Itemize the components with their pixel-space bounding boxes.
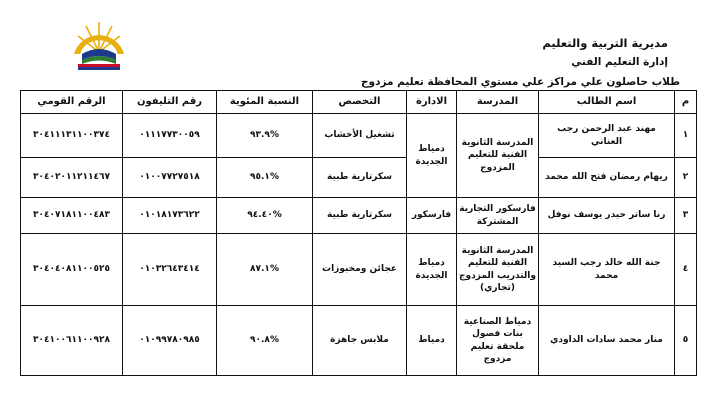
header-pct: النسبة المئوية: [217, 91, 313, 114]
ministry-logo-icon: [68, 14, 130, 76]
cell-name: منار محمد سادات الداودي: [539, 306, 675, 376]
cell-pct: %٩٤.٤٠: [217, 198, 313, 234]
header-m: م: [675, 91, 697, 114]
header-phone: رقم التليفون: [123, 91, 217, 114]
cell-name: ريهام رمضان فتح الله محمد: [539, 158, 675, 198]
cell-nid: ٣٠٤١١١٣١١٠٠٣٧٤: [21, 114, 123, 158]
cell-admin: فارسكور: [407, 198, 457, 234]
cell-pct: %٩٣.٩: [217, 114, 313, 158]
cell-name: رنا ساتر حيدر يوسف نوفل: [539, 198, 675, 234]
cell-spec: تشغيل الأخشاب: [313, 114, 407, 158]
header-nid: الرقم القومي: [21, 91, 123, 114]
cell-spec: ملابس جاهزة: [313, 306, 407, 376]
table-row: [21, 114, 697, 158]
cell-name: مهند عبد الرحمن رجب العناني: [539, 114, 675, 158]
table-row: [21, 234, 697, 306]
cell-spec: عجائن ومخبوزات: [313, 234, 407, 306]
header-admin: الادارة: [407, 91, 457, 114]
table-row: [21, 158, 697, 198]
cell-m: ٣: [675, 198, 697, 234]
directorate-title: مديرية التربية والتعليم: [542, 36, 668, 50]
cell-spec: سكرتارية طبية: [313, 198, 407, 234]
cell-phone: ٠١٠٩٩٧٨٠٩٨٥: [123, 306, 217, 376]
cell-nid: ٣٠٤٠٤٠٨١١٠٠٥٢٥: [21, 234, 123, 306]
cell-admin: دمياط الجديدة: [407, 114, 457, 198]
cell-spec: سكرتارية طبية: [313, 158, 407, 198]
cell-school: المدرسة الثانوية الفنية للتعليم المزدوج: [457, 114, 539, 198]
cell-nid: ٣٠٤١٠٠٦١١٠٠٩٢٨: [21, 306, 123, 376]
cell-m: ١: [675, 114, 697, 158]
cell-pct: %٩٥.١: [217, 158, 313, 198]
cell-phone: ٠١٠٣٢٦٤٣٤١٤: [123, 234, 217, 306]
cell-school: فارسكور التجارية المشتركة: [457, 198, 539, 234]
header-spec: التخصص: [313, 91, 407, 114]
header-school: المدرسة: [457, 91, 539, 114]
students-table: [20, 90, 697, 376]
cell-nid: ٣٠٤٠٢٠١١٢١١٤٦٧: [21, 158, 123, 198]
cell-phone: ٠١١١٧٧٣٠٠٥٩: [123, 114, 217, 158]
department-title: إدارة التعليم الفني: [571, 56, 668, 68]
cell-m: ٢: [675, 158, 697, 198]
cell-school: المدرسة الثانوية الفنية للتعليم والتدريب المزدوج (تجاري): [457, 234, 539, 306]
cell-school: دمياط الصناعية بنات فصول ملحقة تعليم مزدوج: [457, 306, 539, 376]
cell-nid: ٣٠٤٠٧١٨١١٠٠٤٨٣: [21, 198, 123, 234]
cell-m: ٥: [675, 306, 697, 376]
cell-phone: ٠١٠١٨١٧٣٦٢٢: [123, 198, 217, 234]
cell-admin: دمياط الجديدة: [407, 234, 457, 306]
table-row: [21, 306, 697, 376]
table-header-row: [21, 91, 697, 114]
cell-admin: دمياط: [407, 306, 457, 376]
cell-phone: ٠١٠٠٧٧٢٧٥١٨: [123, 158, 217, 198]
cell-name: جنة الله خالد رجب السيد محمد: [539, 234, 675, 306]
header-name: اسم الطالب: [539, 91, 675, 114]
cell-pct: %٨٧.١: [217, 234, 313, 306]
cell-m: ٤: [675, 234, 697, 306]
cell-pct: %٩٠.٨: [217, 306, 313, 376]
table-row: [21, 198, 697, 234]
page-subtitle: طلاب حاصلون علي مراكز علي مستوي المحافظة تعليم مزدوج: [360, 76, 680, 88]
